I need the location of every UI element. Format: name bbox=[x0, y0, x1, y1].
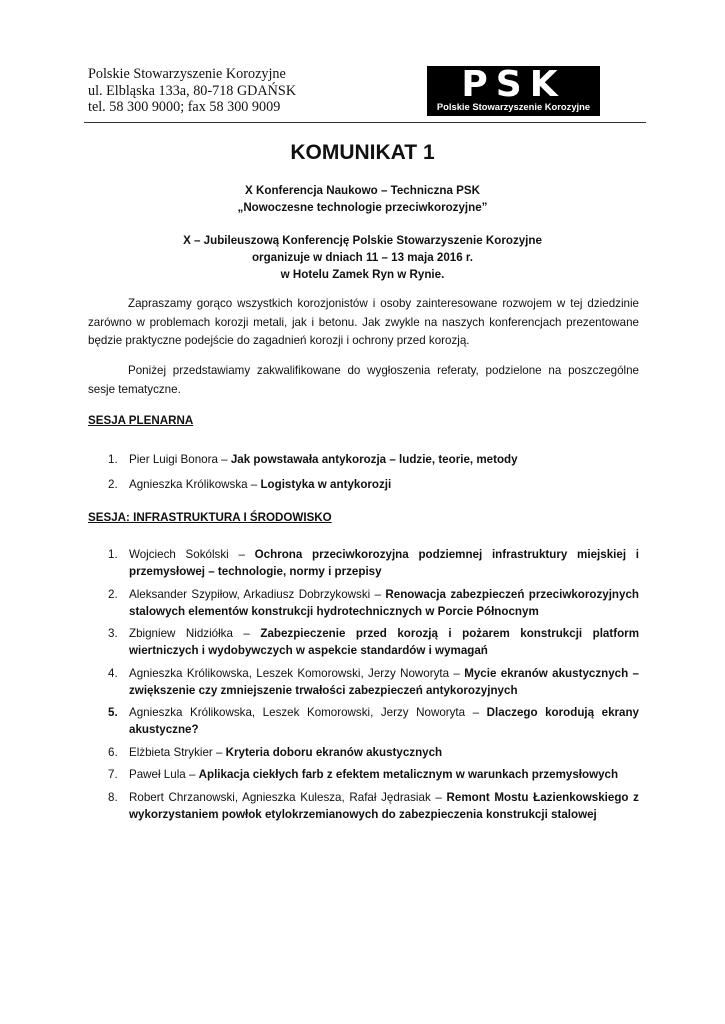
list-item bbox=[88, 451, 639, 468]
item-number: 1. bbox=[108, 453, 118, 466]
item-title: Aplikacja ciekłych farb z efektem metalicznym w warunkach przemysłowych bbox=[198, 768, 619, 781]
header-divider bbox=[84, 122, 646, 123]
list-item bbox=[88, 665, 639, 699]
list-item bbox=[88, 744, 639, 761]
letterhead bbox=[88, 66, 600, 122]
psk-logo bbox=[427, 66, 600, 116]
logo-subtitle: Polskie Stowarzyszenie Korozyjne bbox=[436, 101, 591, 112]
item-authors: Agnieszka Królikowska – bbox=[129, 478, 261, 491]
item-title: Renowacja zabezpieczeń przeciwkorozyjnych stalowych elementów konstrukcji hydrotechnicznych w Porcie Północnym bbox=[129, 587, 639, 618]
item-title: Ochrona przeciwkorozyjna podziemnej infrastruktury miejskiej i przemysłowej – technologie, normy i przepisy bbox=[129, 548, 639, 578]
item-authors: Aleksander Szypiłow, Arkadiusz Dobrzykowski – bbox=[129, 587, 386, 601]
infrastructure-session-list bbox=[88, 546, 639, 828]
list-item bbox=[88, 476, 639, 493]
plenary-session-list bbox=[88, 451, 639, 501]
item-authors: Wojciech Sokólski – bbox=[129, 548, 255, 561]
item-authors: Agnieszka Królikowska, Leszek Komorowski, Jerzy Noworyta – bbox=[129, 666, 465, 680]
item-number: 5. bbox=[108, 706, 118, 719]
list-item bbox=[88, 586, 639, 620]
item-number: 4. bbox=[108, 666, 118, 680]
organization-address bbox=[88, 66, 296, 116]
item-number: 1. bbox=[108, 548, 118, 561]
document-title: KOMUNIKAT 1 bbox=[290, 141, 435, 164]
item-title: Jak powstawała antykorozja – ludzie, teorie, metody bbox=[230, 453, 518, 466]
organization-phone-fax: tel. 58 300 9000; fax 58 300 9009 bbox=[88, 99, 281, 116]
item-title: Kryteria doboru ekranów akustycznych bbox=[225, 745, 443, 759]
conference-line-4: organizuje w dniach 11 – 13 maja 2016 r. bbox=[251, 251, 474, 264]
item-title: Zabezpieczenie przed korozją i pożarem konstrukcji platform wiertniczych i wydobywczych w aspekcie standardów i wymagań bbox=[129, 627, 639, 657]
item-number: 2. bbox=[108, 478, 118, 491]
item-number: 6. bbox=[108, 745, 118, 759]
item-authors: Paweł Lula – bbox=[129, 768, 199, 781]
conference-line-3: X – Jubileuszową Konferencję Polskie Stowarzyszenie Korozyjne bbox=[183, 234, 542, 247]
item-title: Mycie ekranów akustycznych – zwiększenie czy zmniejszenie trwałości zabezpieczeń antykorozyjnych bbox=[129, 666, 639, 697]
conference-line-1: X Konferencja Naukowo – Techniczna PSK bbox=[245, 184, 480, 197]
organization-name: Polskie Stowarzyszenie Korozyjne bbox=[88, 66, 286, 82]
intro-paragraph bbox=[88, 362, 639, 399]
conference-line-5: w Hotelu Zamek Ryn w Rynie. bbox=[280, 268, 445, 281]
invitation-text: Zapraszamy gorąco wszystkich korozjonistów i osoby zainteresowane rozwojem w tej dziedzinie zarówno w problemach korozji metali, jak i betonu. Jak zwykle na naszych konferencjach prezentowane będzie praktyczne podejście do zagadnień korozji i ochrony przed korozją. bbox=[88, 297, 639, 347]
intro-text: Poniżej przedstawiamy zakwalifikowane do wygłoszenia referaty, podzielone na poszczególne sesje tematyczne. bbox=[88, 364, 639, 396]
item-authors: Elżbieta Strykier – bbox=[129, 745, 226, 759]
list-item bbox=[88, 625, 639, 659]
item-title: Dlaczego korodują ekrany akustyczne? bbox=[129, 706, 640, 736]
item-number: 2. bbox=[108, 587, 118, 601]
list-item bbox=[88, 704, 639, 738]
item-title: Logistyka w antykorozji bbox=[260, 478, 392, 491]
list-item bbox=[88, 789, 639, 823]
conference-name-block bbox=[0, 182, 725, 216]
conference-details-block bbox=[0, 232, 725, 283]
plenary-session-heading: SESJA PLENARNA bbox=[88, 414, 194, 427]
list-item bbox=[88, 766, 639, 783]
item-number: 8. bbox=[108, 790, 118, 804]
item-authors: Agnieszka Królikowska, Leszek Komorowski, Jerzy Noworyta – bbox=[129, 706, 487, 719]
conference-line-2: „Nowoczesne technologie przeciwkorozyjne” bbox=[237, 201, 488, 214]
organization-street: ul. Elbląska 133a, 80-718 GDAŃSK bbox=[88, 82, 297, 99]
item-title: Remont Mostu Łazienkowskiego z wykorzystaniem powłok etylokrzemianowych do zabezpieczenia konstrukcji stalowej bbox=[129, 790, 639, 821]
item-number: 3. bbox=[108, 627, 118, 640]
item-authors: Zbigniew Nidziółka – bbox=[129, 627, 261, 640]
item-authors: Pier Luigi Bonora – bbox=[129, 453, 231, 466]
item-authors: Robert Chrzanowski, Agnieszka Kulesza, Rafał Jędrasiak – bbox=[129, 790, 447, 804]
logo-mark: PSK bbox=[461, 64, 566, 105]
invitation-paragraph bbox=[88, 295, 639, 351]
infrastructure-session-heading: SESJA: INFRASTRUKTURA I ŚRODOWISKO bbox=[88, 511, 332, 524]
item-number: 7. bbox=[108, 768, 118, 781]
list-item bbox=[88, 546, 639, 580]
